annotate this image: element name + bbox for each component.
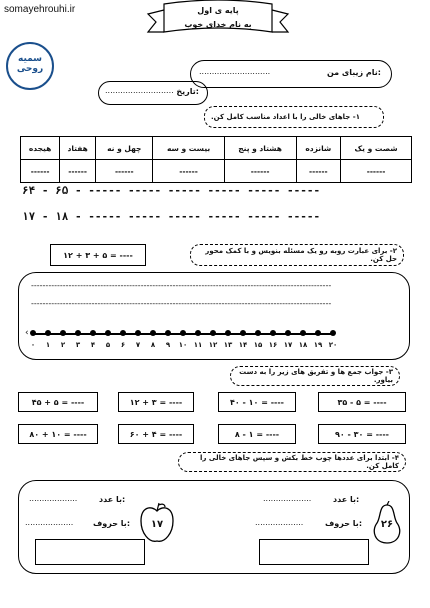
- number-words-table: [20, 136, 412, 183]
- number-line: [25, 328, 338, 349]
- number-line-label: ۴: [90, 341, 96, 349]
- number-line-label: ۵: [105, 341, 111, 349]
- q4-instruction-text: ۴- ابتدا برای عددها چوب خط بکش و سپس جاهای خالی را کامل کن.: [200, 454, 399, 470]
- right-word-label: با حروف:: [325, 519, 363, 528]
- number-line-label: ۲۰: [328, 341, 338, 349]
- sequence-blank[interactable]: -----: [167, 210, 201, 223]
- number-line-label: ۱۹: [313, 341, 323, 349]
- number-line-point: [150, 330, 156, 336]
- right-digit-label: با عدد:: [333, 495, 360, 504]
- word-cell: چهل و نه: [96, 137, 153, 160]
- sequence-blank[interactable]: -----: [127, 184, 162, 197]
- sequence-blank[interactable]: -----: [88, 184, 122, 197]
- grade-title: پایه ی اول: [197, 6, 239, 15]
- word-cell: هفتاد: [60, 137, 96, 160]
- word-cell: هشتاد و پنج: [224, 137, 296, 160]
- number-line-point: [270, 330, 276, 336]
- number-line-label: ۲: [60, 341, 66, 349]
- site-url[interactable]: somayehrouhi.ir: [4, 4, 76, 15]
- calc-box[interactable]: ۸۰ + ۱۰ = ----: [18, 424, 98, 444]
- number-line-point: [285, 330, 291, 336]
- number-line-point: [120, 330, 126, 336]
- left-number: ۱۷: [150, 519, 164, 530]
- number-line-label: ۹: [165, 341, 171, 349]
- calc-box[interactable]: ۴۵ + ۵ = ----: [18, 392, 98, 412]
- number-line-point: [165, 330, 171, 336]
- date-field[interactable]: [98, 81, 208, 105]
- number-line-label: ۷: [135, 341, 141, 349]
- answer-cell[interactable]: ------: [224, 160, 296, 183]
- word-cell: شانزده: [296, 137, 341, 160]
- right-word-dots[interactable]: ...................: [255, 518, 304, 527]
- number-line-label: ۱: [45, 341, 51, 349]
- q1-instruction: [204, 106, 384, 128]
- sequence-blank[interactable]: -----: [286, 210, 321, 223]
- right-tally-box[interactable]: [259, 539, 369, 565]
- number-line-point: [240, 330, 246, 336]
- sequence-blank[interactable]: -----: [207, 210, 241, 223]
- sequence-blank[interactable]: -----: [167, 184, 201, 197]
- table-row: [21, 137, 412, 160]
- calc-box[interactable]: ۱۲ + ۳ = ----: [118, 392, 194, 412]
- number-line-label: ۶: [120, 341, 126, 349]
- number-line-point: [255, 330, 261, 336]
- sequence-row-1: [22, 184, 320, 197]
- number-line-label: ۸: [150, 341, 156, 349]
- sequence-blank[interactable]: -----: [127, 210, 162, 223]
- number-line-point: [60, 330, 66, 336]
- number-line-point: [45, 330, 51, 336]
- calc-box[interactable]: ۹۰ - ۳۰ = ----: [318, 424, 406, 444]
- left-digit-label: با عدد:: [99, 495, 126, 504]
- writing-line[interactable]: --------------------------------------------------------------------------------------------------------: [31, 281, 332, 290]
- answer-cell[interactable]: ------: [296, 160, 341, 183]
- answer-cell[interactable]: ------: [153, 160, 224, 183]
- q3-instruction: [230, 366, 400, 386]
- number-line-point: [300, 330, 306, 336]
- number-line-label: ۱۴: [238, 341, 248, 349]
- answer-cell[interactable]: ------: [341, 160, 412, 183]
- arrow-left-icon: ‹: [25, 328, 29, 338]
- number-line-label: ۱۶: [268, 341, 278, 349]
- q2-instruction-text: ۲- برای عبارت روبه رو یک مسئله بنویس و با کمک محور حل کن.: [205, 247, 397, 263]
- word-cell: بیست و سه: [153, 137, 224, 160]
- left-word-label: با حروف:: [93, 519, 131, 528]
- number-line-label: ۱۲: [208, 341, 218, 349]
- number-line-point: [105, 330, 111, 336]
- number-line-point: [135, 330, 141, 336]
- sequence-row-2: [22, 210, 320, 223]
- sequence-blank[interactable]: -----: [88, 210, 122, 223]
- number-line-label: ۱۳: [223, 341, 233, 349]
- logo: [6, 42, 54, 90]
- q1-instruction-text: ۱- جاهای خالی را با اعداد مناسب کامل کن.: [211, 113, 360, 121]
- calc-box[interactable]: ۴۰ - ۱۰ = ----: [218, 392, 296, 412]
- name-dots: ............................: [199, 67, 271, 76]
- number-line-point: [75, 330, 81, 336]
- number-line-point: [90, 330, 96, 336]
- number-line-label: ۰: [30, 341, 36, 349]
- right-number: ۲۶: [380, 519, 394, 530]
- subtitle: به نام خدای خوب: [184, 20, 252, 29]
- number-line-label: ۱۰: [178, 341, 188, 349]
- date-label: تاریخ:: [176, 87, 199, 96]
- q3-instruction-text: ۳- جواب جمع ها و تفریق های زیر را به دست بیاور.: [239, 368, 393, 384]
- answer-cell[interactable]: ------: [60, 160, 96, 183]
- left-word-dots[interactable]: ...................: [25, 518, 74, 527]
- word-cell: شصت و یک: [341, 137, 412, 160]
- q2-answer-box[interactable]: [18, 272, 410, 360]
- logo-text: سمیه روحی: [16, 54, 44, 74]
- number-line-point: [210, 330, 216, 336]
- sequence-blank[interactable]: -----: [286, 184, 321, 197]
- sequence-blank[interactable]: -----: [247, 184, 281, 197]
- sequence-blank[interactable]: -----: [247, 210, 281, 223]
- number-line-label: ۱۱: [193, 341, 203, 349]
- number-line-point: [30, 330, 36, 336]
- number-line-label: ۱۸: [298, 341, 308, 349]
- calc-box[interactable]: ۶۰ + ۴ = ----: [118, 424, 194, 444]
- sequence-start: ۱۷ - ۱۸ -: [22, 210, 82, 223]
- sequence-start: ۶۴ - ۶۵ -: [22, 184, 82, 197]
- calc-box[interactable]: ۳۵ - ۵ = ----: [318, 392, 406, 412]
- q2-expression: ۱۲ + ۳ + ۵ = ----: [50, 244, 146, 266]
- number-line-label: ۱۷: [283, 341, 293, 349]
- answer-cell[interactable]: ------: [21, 160, 60, 183]
- word-cell: هیجده: [21, 137, 60, 160]
- left-tally-box[interactable]: [35, 539, 145, 565]
- q2-instruction: [190, 244, 404, 266]
- right-digit-dots[interactable]: ...................: [263, 494, 312, 503]
- left-digit-dots[interactable]: ...................: [29, 494, 78, 503]
- q4-box: [18, 480, 410, 574]
- number-line-point: [315, 330, 321, 336]
- name-label: نام زیبای من:: [326, 68, 381, 77]
- writing-line[interactable]: --------------------------------------------------------------------------------------------------------: [31, 299, 332, 308]
- sequence-blank[interactable]: -----: [207, 184, 241, 197]
- number-line-point: [180, 330, 186, 336]
- table-row: [21, 160, 412, 183]
- q4-instruction: [178, 452, 406, 472]
- number-line-label: ۱۵: [253, 341, 263, 349]
- title-ribbon: [146, 0, 290, 44]
- number-line-point: [225, 330, 231, 336]
- calc-box[interactable]: ۸ - ۱ = ----: [218, 424, 296, 444]
- number-line-label: ۳: [75, 341, 81, 349]
- number-line-point: [330, 330, 336, 336]
- date-dots: ...........................: [105, 86, 174, 95]
- number-line-point: [195, 330, 201, 336]
- answer-cell[interactable]: ------: [96, 160, 153, 183]
- name-field[interactable]: [190, 60, 392, 88]
